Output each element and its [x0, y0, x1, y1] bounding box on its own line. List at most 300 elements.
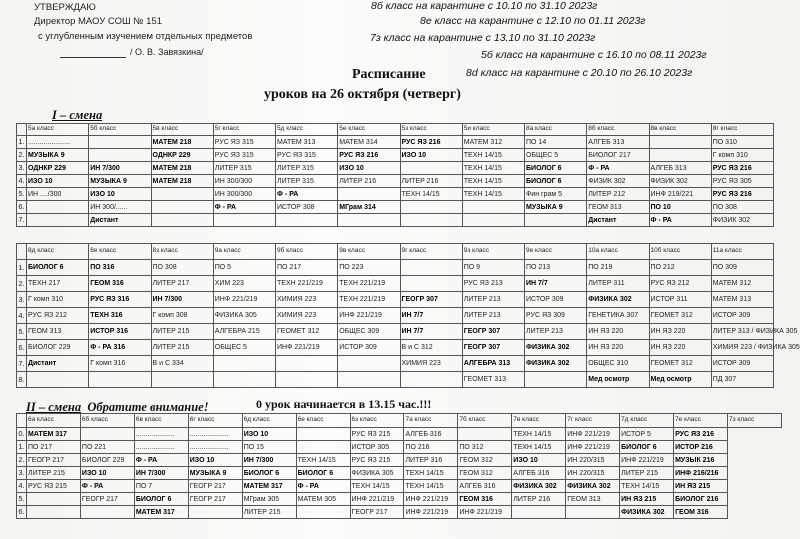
lesson-cell: ИЗО 10	[89, 188, 151, 201]
lesson-cell: ФИЗИК 302	[711, 214, 773, 227]
lesson-cell: ИЗО 10	[242, 428, 296, 441]
corner-cell	[17, 244, 27, 260]
class-header: 6а класс	[27, 414, 81, 428]
lesson-cell: ФИЗИКА 302	[525, 356, 587, 372]
class-header: 7г класс	[566, 414, 620, 428]
lesson-cell: ИСТОР 309	[525, 292, 587, 308]
class-header: 7б класс	[458, 414, 512, 428]
lesson-cell: АЛГЕБ 316	[512, 467, 566, 480]
lesson-cell: Г комп 310	[711, 149, 773, 162]
lesson-cell	[649, 149, 711, 162]
lesson-cell: РУС ЯЗ 215	[350, 454, 404, 467]
lesson-cell: ИН 7/300	[134, 467, 188, 480]
lesson-cell: ПО 309	[711, 260, 773, 276]
lesson-cell: ЛИТЕР 315	[276, 162, 338, 175]
lesson-cell: Дистант	[587, 214, 649, 227]
lesson-cell: ИНФ 221/219	[404, 506, 458, 519]
lesson-cell: ЛИТЕР 315	[276, 175, 338, 188]
lesson-cell: ИЗО 10	[188, 454, 242, 467]
lesson-cell	[276, 372, 338, 388]
lesson-number: 5.	[17, 493, 27, 506]
lesson-number: 7.	[17, 214, 27, 227]
quarantine-1: 8б класс на карантине с 10.10 по 31.10 2023г	[371, 0, 598, 12]
lesson-cell: ТЕХН 221/219	[276, 276, 338, 292]
class-header: 5е класс	[338, 124, 400, 136]
shift1-label: I – смена	[52, 108, 103, 122]
lesson-cell: ХИМИЯ 223 / ФИЗИКА 305	[711, 340, 773, 356]
lesson-cell: МАТЕМ 313	[276, 136, 338, 149]
class-header: 7в класс	[512, 414, 566, 428]
lesson-cell: ФИЗИКА 302	[620, 506, 674, 519]
lesson-cell: ИН 7/7	[400, 308, 462, 324]
lesson-cell: ТЕХН 14/15	[620, 480, 674, 493]
lesson-cell: Г комп 308	[151, 308, 213, 324]
lesson-cell: ЛИТЕР 215	[27, 467, 81, 480]
lesson-cell	[276, 356, 338, 372]
lesson-row	[17, 292, 774, 308]
lesson-number: 4.	[17, 480, 27, 493]
lesson-cell	[151, 201, 213, 214]
lesson-cell: ИСТОР 309	[711, 308, 773, 324]
lesson-cell: ИНФ 221/219	[458, 506, 512, 519]
lesson-cell: ТЕХН 14/15	[350, 480, 404, 493]
lesson-cell	[213, 356, 275, 372]
lesson-cell: ПО 308	[711, 201, 773, 214]
class-header: 5д класс	[276, 124, 338, 136]
lesson-cell: ИН 220/315	[566, 454, 620, 467]
lesson-cell: ГЕОМ 316	[674, 506, 728, 519]
class-header: 5а класс	[27, 124, 89, 136]
lesson-cell: ГЕОГР 217	[27, 454, 81, 467]
lesson-cell: ЛИТЕР 316	[404, 454, 458, 467]
lesson-cell: ЛИТЕР 217	[151, 276, 213, 292]
lesson-cell: МАТЕМ 317	[242, 480, 296, 493]
lesson-cell: ПО 316	[89, 260, 151, 276]
lesson-cell: ЛИТЕР 213	[462, 308, 524, 324]
lesson-cell: ......................	[27, 136, 89, 149]
class-header: 7е класс	[674, 414, 728, 428]
lesson-cell: ИН 7/300	[242, 454, 296, 467]
lesson-cell: ГЕОМ 313	[27, 324, 89, 340]
lesson-number: 6.	[17, 506, 27, 519]
lesson-cell: ИЗО 10	[338, 162, 400, 175]
lesson-cell: ФИЗИКА 305	[350, 467, 404, 480]
lesson-cell: ИН ЯЗ 215	[674, 480, 728, 493]
lesson-cell	[27, 372, 89, 388]
lesson-cell: ИН ..../300	[27, 188, 89, 201]
lesson-cell: АЛГЕБ 316	[458, 480, 512, 493]
lesson-cell: БИОЛОГ 6	[525, 175, 587, 188]
lesson-cell: ЛИТЕР 216	[400, 175, 462, 188]
lesson-cell: ИН 220/315	[566, 467, 620, 480]
lesson-cell: РУС ЯЗ 315	[213, 136, 275, 149]
lesson-cell: ИНФ 221/219	[566, 428, 620, 441]
lesson-number: 4.	[17, 175, 27, 188]
lesson-cell	[151, 188, 213, 201]
lesson-cell: ИНФ 221/219	[338, 308, 400, 324]
lesson-cell: ТЕХН 14/15	[462, 149, 524, 162]
lesson-cell	[27, 506, 81, 519]
lesson-cell: ....................	[134, 428, 188, 441]
lesson-row	[17, 506, 782, 519]
lesson-cell: ГЕОМЕТ 313	[462, 372, 524, 388]
lesson-cell: ИН ЯЗ 215	[620, 493, 674, 506]
class-header: 6б класс	[80, 414, 134, 428]
lesson-cell: ПО 221	[80, 441, 134, 454]
lesson-row	[17, 493, 782, 506]
lesson-cell: ПО 312	[458, 441, 512, 454]
lesson-cell: ФИЗИКА 302	[566, 480, 620, 493]
lesson-cell: МАТЕМ 218	[151, 175, 213, 188]
lesson-cell: ЛИТЕР 215	[620, 467, 674, 480]
lesson-cell: ИН ЯЗ 220	[649, 340, 711, 356]
lesson-number: 7.	[17, 356, 27, 372]
lesson-cell: БИОЛОГ 6	[242, 467, 296, 480]
lesson-cell: ТЕХН 14/15	[404, 467, 458, 480]
lesson-cell: ЛИТЕР 215	[151, 340, 213, 356]
lesson-cell: ТЕХН 217	[27, 276, 89, 292]
quarantine-4: 5б класс на карантине с 16.10 по 08.11 2023г	[481, 49, 707, 61]
class-header: 7а класс	[404, 414, 458, 428]
lesson-cell	[400, 162, 462, 175]
lesson-row	[17, 428, 782, 441]
lesson-cell: ИН ЯЗ 220	[587, 324, 649, 340]
class-header: 9г класс	[400, 244, 462, 260]
lesson-cell: ГЕОМ 316	[458, 493, 512, 506]
lesson-cell: ЛИТЕР 311	[587, 276, 649, 292]
class-header: 9б класс	[276, 244, 338, 260]
class-header: 10б класс	[649, 244, 711, 260]
lesson-cell: Ф - РА 316	[89, 340, 151, 356]
class-header: 10а класс	[587, 244, 649, 260]
lesson-row	[17, 372, 774, 388]
lesson-cell: МАТЕМ 313	[711, 292, 773, 308]
lesson-cell: ФИЗИК 302	[649, 175, 711, 188]
lesson-cell: МАТЕМ 218	[151, 162, 213, 175]
schedule-table-shift1-grades-5-8	[16, 123, 774, 227]
lesson-cell: ХИМИЯ 223	[276, 308, 338, 324]
lesson-cell: ГЕОГР 217	[188, 493, 242, 506]
lesson-cell: ГЕОГР 307	[400, 292, 462, 308]
lesson-cell	[338, 188, 400, 201]
lesson-cell: ИСТОР 305	[350, 441, 404, 454]
lesson-cell: РУС ЯЗ 216	[338, 149, 400, 162]
lesson-cell: Г комп 310	[27, 292, 89, 308]
lesson-cell	[462, 201, 524, 214]
lesson-cell: ПО 5	[213, 260, 275, 276]
class-header: 8а класс	[525, 124, 587, 136]
lesson-cell: ХИМИЯ 223	[400, 356, 462, 372]
lesson-cell: ИСТОР 5	[620, 428, 674, 441]
lesson-cell	[80, 428, 134, 441]
lesson-cell: ИНФ 219/221	[649, 188, 711, 201]
lesson-cell	[276, 214, 338, 227]
lesson-number: 6.	[17, 201, 27, 214]
lesson-cell: Ф - РА	[80, 480, 134, 493]
lesson-number: 2.	[17, 149, 27, 162]
lesson-cell: ТЕХН 14/15	[296, 454, 350, 467]
lesson-cell: БИОЛОГ 6	[134, 493, 188, 506]
lesson-cell: ОДНКР 229	[151, 149, 213, 162]
lesson-cell: Дистант	[89, 214, 151, 227]
lesson-cell: ЛИТЕР 213	[525, 324, 587, 340]
lesson-cell: ИНФ 216/216	[674, 467, 728, 480]
lesson-cell	[89, 149, 151, 162]
lesson-cell: ЛИТЕР 216	[338, 175, 400, 188]
shift2-label-text: II – смена	[26, 400, 82, 414]
lesson-number: 5.	[17, 324, 27, 340]
lesson-row	[17, 149, 774, 162]
lesson-row	[17, 188, 774, 201]
lesson-cell: ИСТОР 316	[89, 324, 151, 340]
lesson-number: 3.	[17, 292, 27, 308]
lesson-cell: БИОЛОГ 6	[296, 467, 350, 480]
class-header: 5б класс	[89, 124, 151, 136]
lesson-row	[17, 276, 774, 292]
class-header: 8е класс	[89, 244, 151, 260]
lesson-cell: ГЕНЕТИКА 307	[587, 308, 649, 324]
lesson-cell	[649, 136, 711, 149]
lesson-cell: Ф - РА	[276, 188, 338, 201]
lesson-cell: АЛГЕБРА 215	[213, 324, 275, 340]
lesson-cell: РУС ЯЗ 216	[400, 136, 462, 149]
lesson-cell: Г комп 316	[89, 356, 151, 372]
lesson-cell: ГЕОГР 217	[188, 480, 242, 493]
lesson-cell	[89, 372, 151, 388]
lesson-cell: ЛИТЕР 216	[512, 493, 566, 506]
title-line1: Расписание	[352, 67, 426, 82]
lesson-cell	[400, 214, 462, 227]
lesson-cell: ФИЗИКА 302	[512, 480, 566, 493]
lesson-cell: ТЕХН 14/15	[400, 188, 462, 201]
quarantine-2: 8е класс на карантине с 12.10 по 01.11 2023г	[420, 15, 646, 27]
lesson-cell: ТЕХН 316	[89, 308, 151, 324]
shift2-attention: Обратите внимание!	[87, 400, 209, 414]
lesson-cell: Ф - РА	[213, 201, 275, 214]
class-header: 8д класс	[27, 244, 89, 260]
lesson-cell: ГЕОГР 307	[462, 340, 524, 356]
class-header: 5в класс	[151, 124, 213, 136]
lesson-cell: МГрам 305	[242, 493, 296, 506]
lesson-cell: ОБЩЕС 5	[213, 340, 275, 356]
lesson-cell: ГЕОМЕТ 312	[276, 324, 338, 340]
lesson-cell: ОДНКР 229	[27, 162, 89, 175]
lesson-cell: ХИМИЯ 223	[276, 292, 338, 308]
lesson-cell: МАТЕМ 218	[151, 136, 213, 149]
lesson-row	[17, 441, 782, 454]
lesson-cell: ПО 310	[711, 136, 773, 149]
lesson-number: 8.	[17, 372, 27, 388]
lesson-cell: ЛИТЕР 315	[213, 162, 275, 175]
lesson-cell: ИН 300/......	[89, 201, 151, 214]
lesson-cell: ИСТОР 216	[674, 441, 728, 454]
class-header: 7з класс	[727, 414, 781, 428]
lesson-cell: ИСТОР 309	[711, 356, 773, 372]
lesson-cell: Ф - РА	[134, 454, 188, 467]
lesson-row	[17, 162, 774, 175]
lesson-row	[17, 467, 782, 480]
lesson-number: 5.	[17, 188, 27, 201]
lesson-cell: ТЕХН 221/219	[338, 292, 400, 308]
lesson-cell: ИЗО 10	[27, 175, 89, 188]
lesson-cell: МУЗЫКА 9	[27, 149, 89, 162]
lesson-cell: ТЕХН 14/15	[512, 428, 566, 441]
lesson-cell: ЛИТЕР 215	[151, 324, 213, 340]
lesson-cell: РУС ЯЗ 216	[711, 162, 773, 175]
corner-cell	[17, 124, 27, 136]
lesson-cell	[400, 201, 462, 214]
shift2-notice: 0 урок начинается в 13.15 час.!!!	[256, 397, 432, 411]
lesson-row	[17, 356, 774, 372]
lesson-cell: РУС ЯЗ 305	[711, 175, 773, 188]
lesson-cell: ХИМ 223	[213, 276, 275, 292]
lesson-number: 0.	[17, 428, 27, 441]
lesson-cell: ФИЗИКА 305	[213, 308, 275, 324]
lesson-cell: БИОЛОГ 6	[27, 260, 89, 276]
lesson-cell: МАТЕМ 314	[338, 136, 400, 149]
class-header-row	[17, 124, 774, 136]
lesson-cell: ФИЗИКА 302	[587, 292, 649, 308]
class-header: 6з класс	[350, 414, 404, 428]
lesson-cell	[296, 506, 350, 519]
class-header: 5г класс	[213, 124, 275, 136]
lesson-cell: ПО 223	[338, 260, 400, 276]
lesson-row	[17, 480, 782, 493]
lesson-cell: ПО 219	[587, 260, 649, 276]
lesson-cell: Ф - РА	[296, 480, 350, 493]
lesson-cell: В и С 334	[151, 356, 213, 372]
approval-line3: с углубленным изучением отдельных предметов	[38, 31, 253, 42]
lesson-row	[17, 324, 774, 340]
class-header-row	[17, 414, 782, 428]
lesson-cell: ИЗО 10	[400, 149, 462, 162]
lesson-cell: ЛИТЕР 212	[587, 188, 649, 201]
lesson-cell: МАТЕМ 312	[711, 276, 773, 292]
lesson-cell: ....................	[134, 441, 188, 454]
lesson-cell: РУС ЯЗ 315	[213, 149, 275, 162]
class-header: 5з класс	[400, 124, 462, 136]
class-header-row	[17, 244, 774, 260]
lesson-cell: ГЕОГР 217	[350, 506, 404, 519]
lesson-cell: ФИЗИК 302	[587, 175, 649, 188]
lesson-cell: Ф - РА	[587, 162, 649, 175]
lesson-number: 6.	[17, 340, 27, 356]
lesson-cell: ИЗО 10	[512, 454, 566, 467]
lesson-cell: БИОЛОГ 229	[27, 340, 89, 356]
lesson-cell: МУЗЫКА 9	[89, 175, 151, 188]
lesson-cell: БИОЛОГ 217	[587, 149, 649, 162]
lesson-cell: ГЕОМ 312	[458, 467, 512, 480]
lesson-cell	[213, 214, 275, 227]
lesson-cell	[338, 356, 400, 372]
lesson-cell	[213, 372, 275, 388]
lesson-cell: АЛГЕБ 316	[404, 428, 458, 441]
lesson-cell: ИН 300/300	[213, 188, 275, 201]
class-header: 5и класс	[462, 124, 524, 136]
lesson-cell: РУС ЯЗ 212	[649, 276, 711, 292]
lesson-cell: ИН ЯЗ 220	[649, 324, 711, 340]
class-header: 8в класс	[649, 124, 711, 136]
lesson-cell: РУС ЯЗ 215	[350, 428, 404, 441]
lesson-row	[17, 308, 774, 324]
lesson-cell: ГЕОГР 307	[462, 324, 524, 340]
lesson-cell: ТЕХН 14/15	[462, 162, 524, 175]
lesson-cell: ГЕОМ 313	[566, 493, 620, 506]
lesson-cell	[338, 372, 400, 388]
lesson-cell: ИНФ 221/219	[350, 493, 404, 506]
lesson-cell: БИОЛОГ 6	[620, 441, 674, 454]
lesson-cell: МАТЕМ 317	[27, 428, 81, 441]
lesson-cell	[400, 276, 462, 292]
lesson-cell	[296, 428, 350, 441]
lesson-cell: ИСТОР 309	[338, 340, 400, 356]
lesson-cell	[89, 136, 151, 149]
lesson-cell: ТЕХН 221/219	[338, 276, 400, 292]
lesson-cell	[151, 214, 213, 227]
lesson-cell: ИН 7/7	[400, 324, 462, 340]
lesson-cell: ГЕОМЕТ 312	[649, 356, 711, 372]
lesson-cell: МГрам 314	[338, 201, 400, 214]
lesson-number: 2.	[17, 276, 27, 292]
lesson-number: 2.	[17, 454, 27, 467]
lesson-cell: БИОЛОГ 229	[80, 454, 134, 467]
lesson-cell: ПД 307	[711, 372, 773, 388]
lesson-cell: БИОЛОГ 216	[674, 493, 728, 506]
class-header: 6в класс	[134, 414, 188, 428]
lesson-row	[17, 260, 774, 276]
lesson-cell: ГЕОМ 316	[89, 276, 151, 292]
lesson-number: 1.	[17, 136, 27, 149]
lesson-cell: АЛГЕБРА 313	[462, 356, 524, 372]
lesson-cell: Мед осмотр	[587, 372, 649, 388]
lesson-cell: ИНФ 221/219	[213, 292, 275, 308]
lesson-cell: РУС ЯЗ 215	[27, 480, 81, 493]
lesson-cell: РУС ЯЗ 216	[711, 188, 773, 201]
lesson-cell: АЛГЕБ 313	[649, 162, 711, 175]
schedule-table-shift2-grades-6-7	[16, 413, 782, 519]
approval-line4: / О. В. Завязкина/	[130, 47, 204, 57]
lesson-cell	[27, 201, 89, 214]
corner-cell	[17, 414, 27, 428]
lesson-cell: МУЗЫКА 9	[188, 467, 242, 480]
title-line2: уроков на 26 октября (четверг)	[264, 87, 461, 102]
lesson-row	[17, 136, 774, 149]
lesson-cell	[151, 372, 213, 388]
lesson-cell: ТЕХН 14/15	[404, 480, 458, 493]
lesson-cell	[458, 428, 512, 441]
lesson-cell: ИНФ 221/219	[276, 340, 338, 356]
lesson-cell: ТЕХН 14/15	[512, 441, 566, 454]
lesson-cell: ИН 300/300	[213, 175, 275, 188]
lesson-cell: ИНФ 221/219	[566, 441, 620, 454]
class-header: 9з класс	[462, 244, 524, 260]
class-header: 6г класс	[188, 414, 242, 428]
lesson-cell	[566, 506, 620, 519]
lesson-cell: ИНФ 221/219	[620, 454, 674, 467]
lesson-number: 3.	[17, 467, 27, 480]
lesson-cell: Ф - РА	[649, 214, 711, 227]
lesson-cell	[27, 214, 89, 227]
lesson-cell: ОБЩЕС 309	[338, 324, 400, 340]
lesson-cell: ГЕОМ 313	[587, 201, 649, 214]
approval-line2: Директор МАОУ СОШ № 151	[34, 16, 162, 27]
lesson-cell: ОБЩЕС 310	[587, 356, 649, 372]
lesson-cell	[525, 214, 587, 227]
lesson-cell: ПО 217	[27, 441, 81, 454]
lesson-cell: ИН ЯЗ 220	[587, 340, 649, 356]
lesson-cell: РУС ЯЗ 212	[27, 308, 89, 324]
lesson-row	[17, 340, 774, 356]
